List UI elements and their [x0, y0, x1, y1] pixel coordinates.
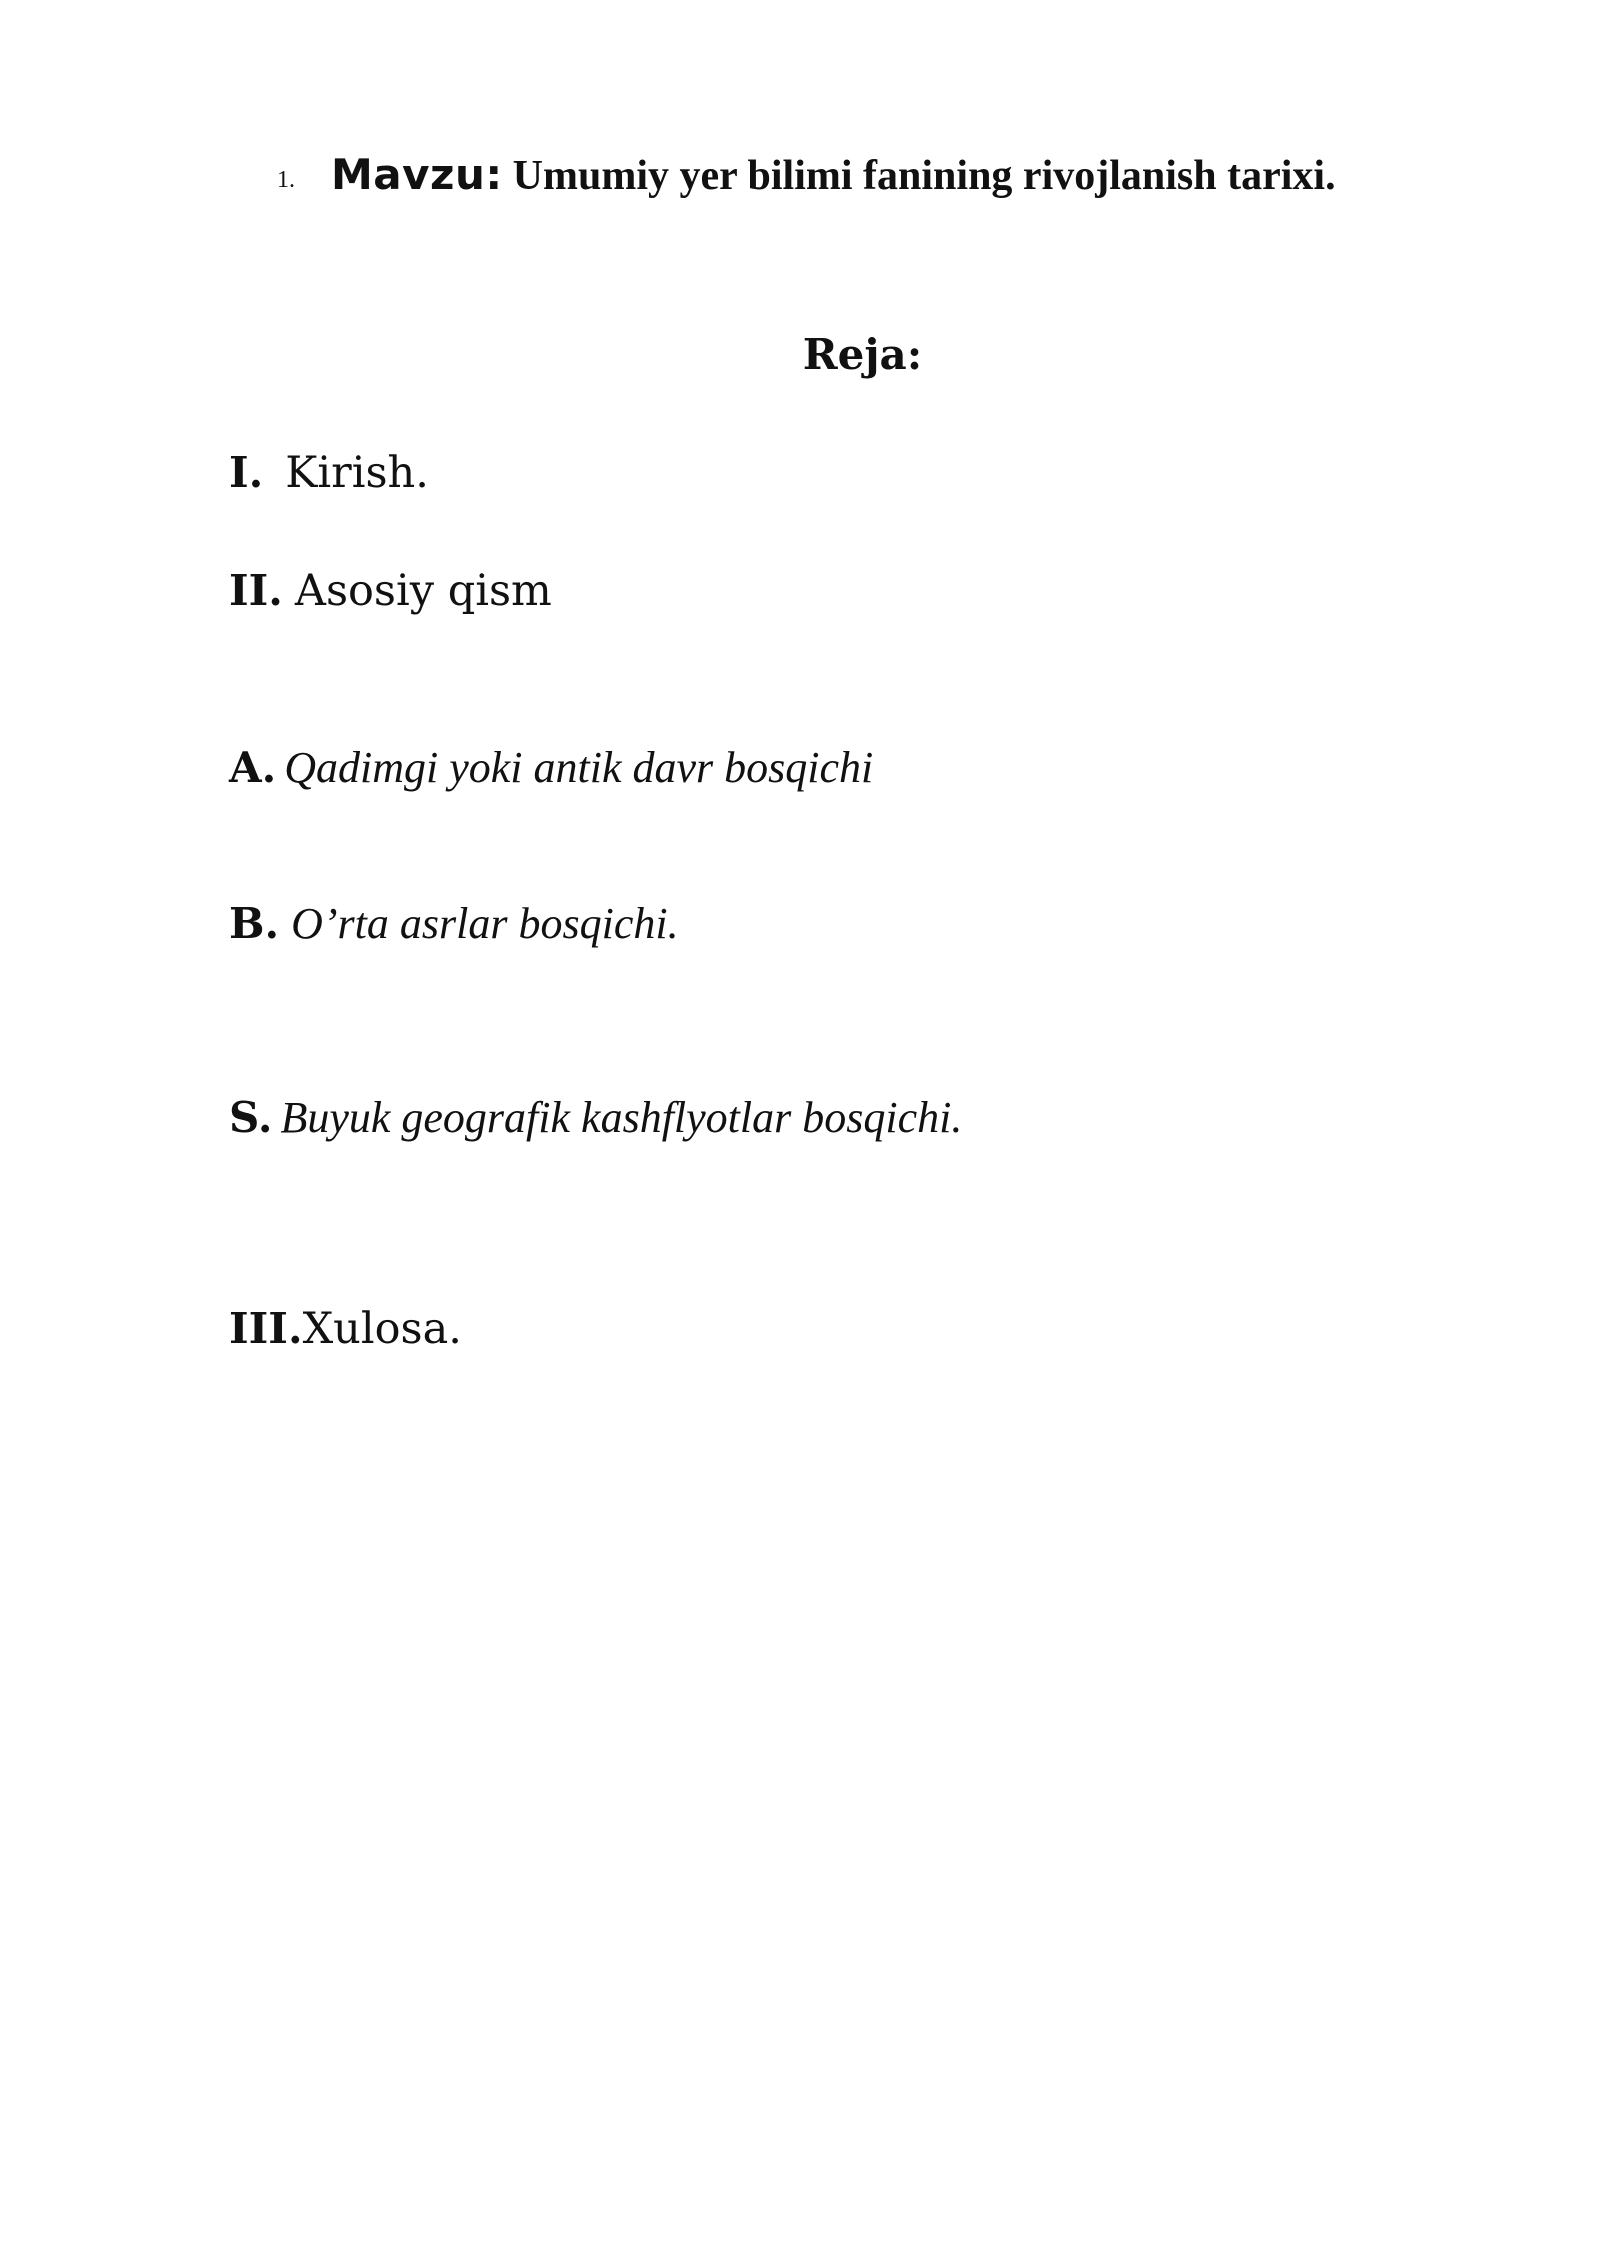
topic-label: Mavzu: [331, 150, 503, 199]
item-text: Asosiy qism [294, 566, 552, 616]
item-text: Kirish. [285, 448, 429, 498]
plan-subitem-ancient [229, 742, 873, 793]
plan-subitem-discoveries [229, 1092, 962, 1143]
item-marker: I. [229, 448, 264, 497]
subitem-text: O’rta asrlar bosqichi. [291, 899, 679, 948]
subitem-text: Qadimgi yoki antik davr bosqichi [284, 743, 874, 792]
topic-title: Umumiy yer bilimi fanining rivojlanish tarixi. [512, 153, 1336, 199]
item-text: Xulosa. [302, 1304, 462, 1354]
subitem-marker: S. [229, 1093, 273, 1142]
item-marker: III. [229, 1304, 303, 1353]
plan-heading: Reja: [802, 330, 923, 379]
topic-heading [277, 150, 1336, 220]
plan-item-conclusion [229, 1304, 462, 1354]
list-number: 1. [277, 167, 295, 193]
subitem-marker: B. [229, 899, 280, 948]
plan-subitem-middle-ages [229, 898, 679, 949]
plan-item-introduction [229, 448, 429, 498]
subitem-marker: A. [229, 743, 277, 792]
subitem-text: Buyuk geografik kashflyotlar bosqichi. [280, 1093, 963, 1142]
item-marker: II. [229, 566, 283, 615]
plan-item-main-part [229, 566, 552, 616]
